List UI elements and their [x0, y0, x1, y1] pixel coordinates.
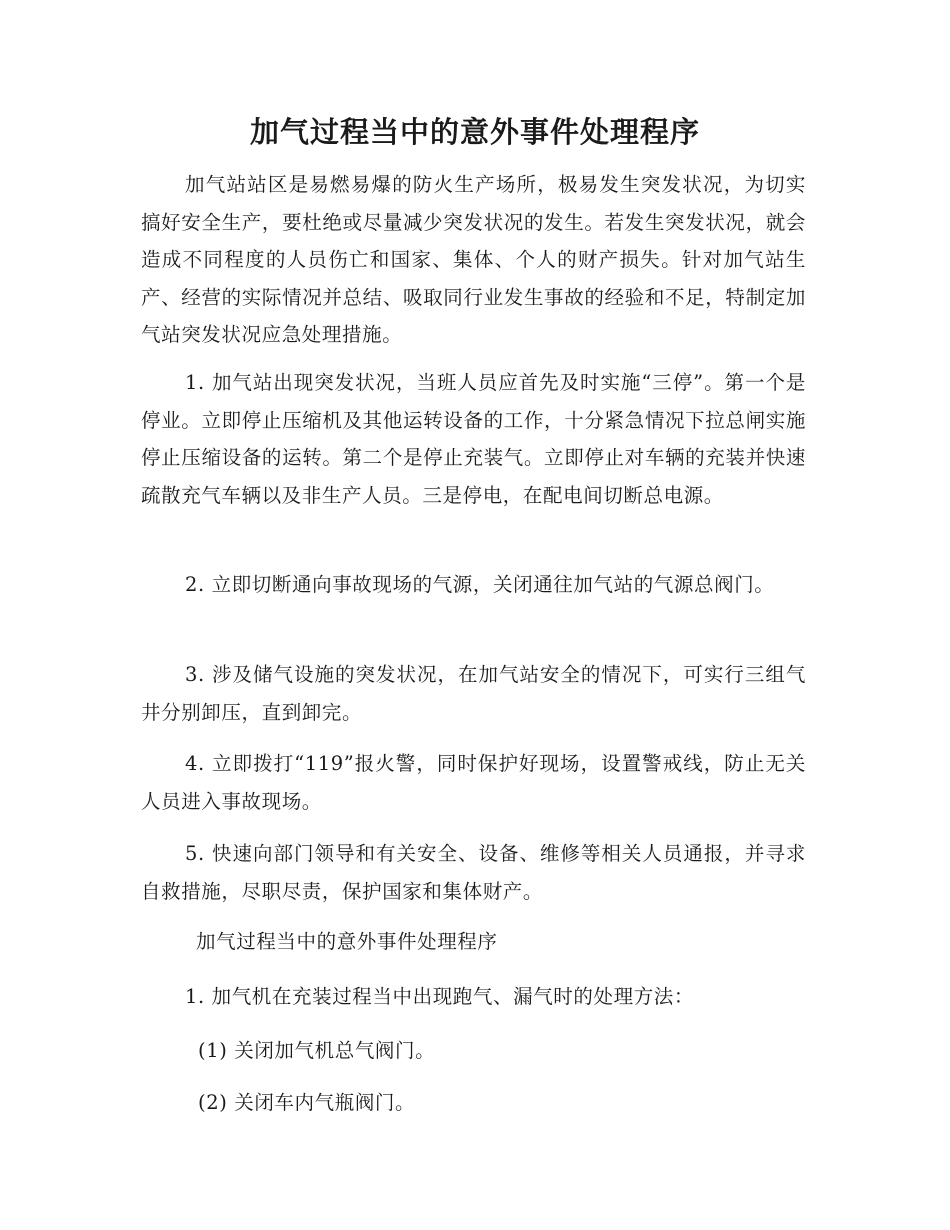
list-item-1: 1. 加气站出现突发状况，当班人员应首先及时实施“三停”。第一个是停业。立即停止压缩机及其他运转设备的工作，十分紧急情况下拉总闸实施停止压缩设备的运转。第二个是停止充装气。立即停止对车辆的充装并快速疏散充气车辆以及非生产人员。三是停电，在配电间切断总电源。	[141, 371, 806, 507]
list-item-4: 4. 立即拨打“119”报火警，同时保护好现场，设置警戒线，防止无关人员进入事故现场。	[141, 752, 806, 813]
step-2: (2) 关闭车内气瓶阀门。	[198, 1091, 416, 1114]
document-title: 加气过程当中的意外事件处理程序	[249, 115, 700, 149]
list-item-5: 5. 快速向部门领导和有关安全、设备、维修等相关人员通报，并寻求自救措施，尽职尽责，保护国家和集体财产。	[141, 842, 806, 903]
step-1: (1) 关闭加气机总气阀门。	[198, 1039, 436, 1062]
list-item-2: 2. 立即切断通向事故现场的气源，关闭通往加气站的气源总阀门。	[185, 573, 775, 596]
intro-paragraph: 加气站站区是易燃易爆的防火生产场所，极易发生突发状况，为切实搞好安全生产，要杜绝或尽量减少突发状况的发生。若发生突发状况，就会造成不同程度的人员伤亡和国家、集体、个人的财产损失。针对加气站生产、经营的实际情况并总结、吸取同行业发生事故的经验和不足，特制定加气站突发状况应急处理措施。	[141, 173, 806, 346]
section-subtitle: 加气过程当中的意外事件处理程序	[196, 930, 498, 953]
list-item-3: 3. 涉及储气设施的突发状况，在加气站安全的情况下，可实行三组气井分别卸压，直到卸完。	[141, 663, 806, 724]
section-heading: 1. 加气机在充装过程当中出现跑气、漏气时的处理方法：	[185, 985, 695, 1008]
